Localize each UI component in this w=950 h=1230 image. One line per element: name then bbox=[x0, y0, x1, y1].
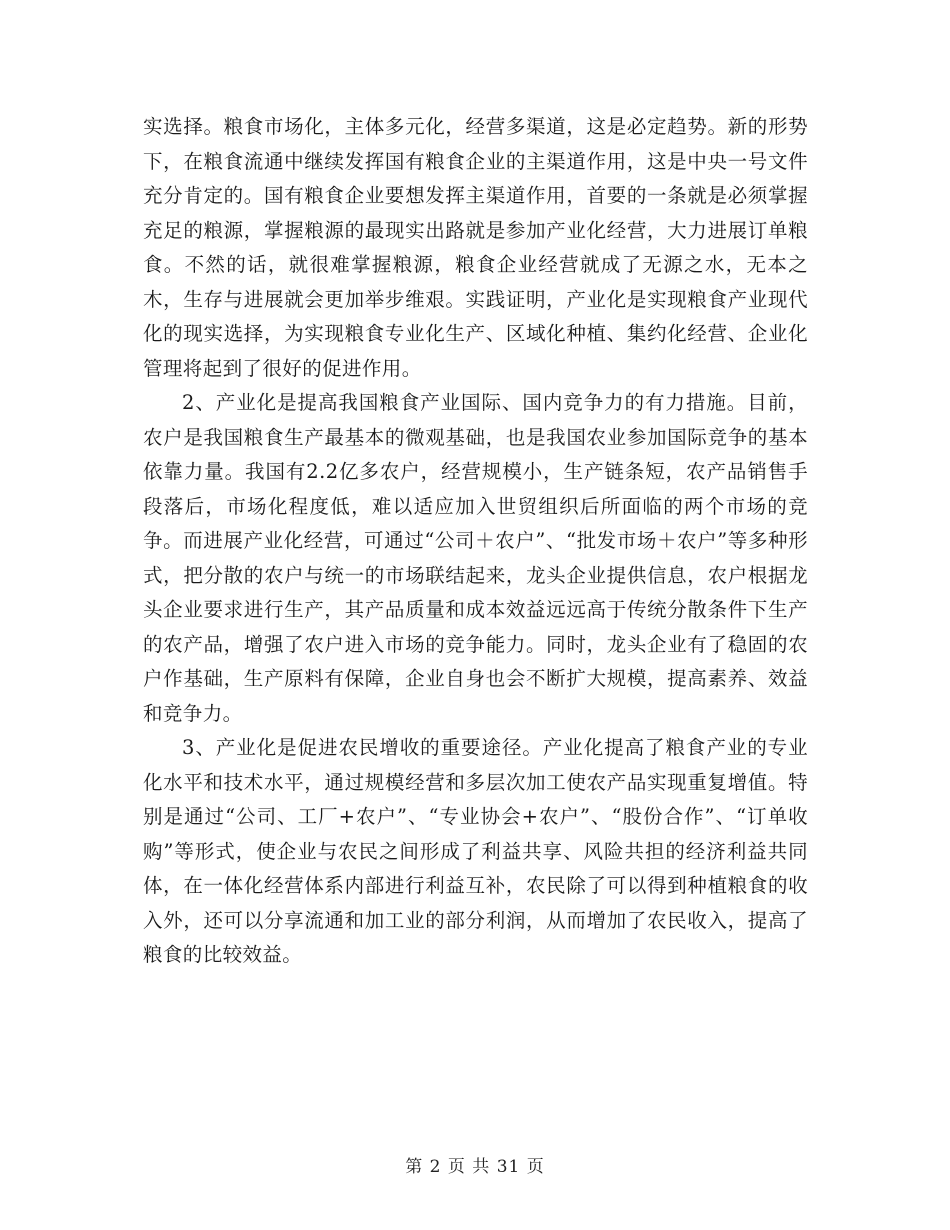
paragraph-continuation: 实选择。粮食市场化，主体多元化，经营多渠道，这是必定趋势。新的形势下，在粮食流通中继续发挥国有粮食企业的主渠道作用，这是中央一号文件充分肯定的。国有粮食企业要想发挥主渠道作用，首要的一条就是必须掌握充足的粮源，掌握粮源的最现实出路就是参加产业化经营，大力进展订单粮食。不然的话，就很难掌握粮源，粮食企业经营就成了无源之水，无本之木，生存与进展就会更加举步维艰。实践证明，产业化是实现粮食产业现代化的现实选择，为实现粮食专业化生产、区域化种植、集约化经营、企业化管理将起到了很好的促进作用。 bbox=[143, 115, 808, 380]
paragraph-point-3: 3、产业化是促进农民增收的重要途径。产业化提高了粮食产业的专业化水平和技术水平，通过规模经营和多层次加工使农产品实现重复增值。特别是通过“公司、工厂+农户”、“专业协会+农户”、“股份合作”、“订单收购”等形式，使企业与农民之间形成了利益共享、风险共担的经济利益共同体，在一体化经营体系内部进行利益互补，农民除了可以得到种植粮食的收入外，还可以分享流通和加工业的部分利润，从而增加了农民收入，提高了粮食的比较效益。 bbox=[143, 736, 808, 966]
page-footer: 第 2 页 共 31 页 bbox=[405, 1157, 545, 1177]
document-body bbox=[143, 110, 808, 973]
paragraph-point-2: 2、产业化是提高我国粮食产业国际、国内竞争力的有力措施。目前，农户是我国粮食生产最基本的微观基础，也是我国农业参加国际竞争的基本依靠力量。我国有2.2亿多农户，经营规模小，生产链条短，农产品销售手段落后，市场化程度低，难以适应加入世贸组织后所面临的两个市场的竞争。而进展产业化经营，可通过“公司＋农户”、“批发市场＋农户”等多种形式，把分散的农户与统一的市场联结起来，龙头企业提供信息，农户根据龙头企业要求进行生产，其产品质量和成本效益远远高于传统分散条件下生产的农产品，增强了农户进入市场的竞争能力。同时，龙头企业有了稳固的农户作基础，生产原料有保障，企业自身也会不断扩大规模，提高素养、效益和竞争力。 bbox=[143, 391, 808, 725]
